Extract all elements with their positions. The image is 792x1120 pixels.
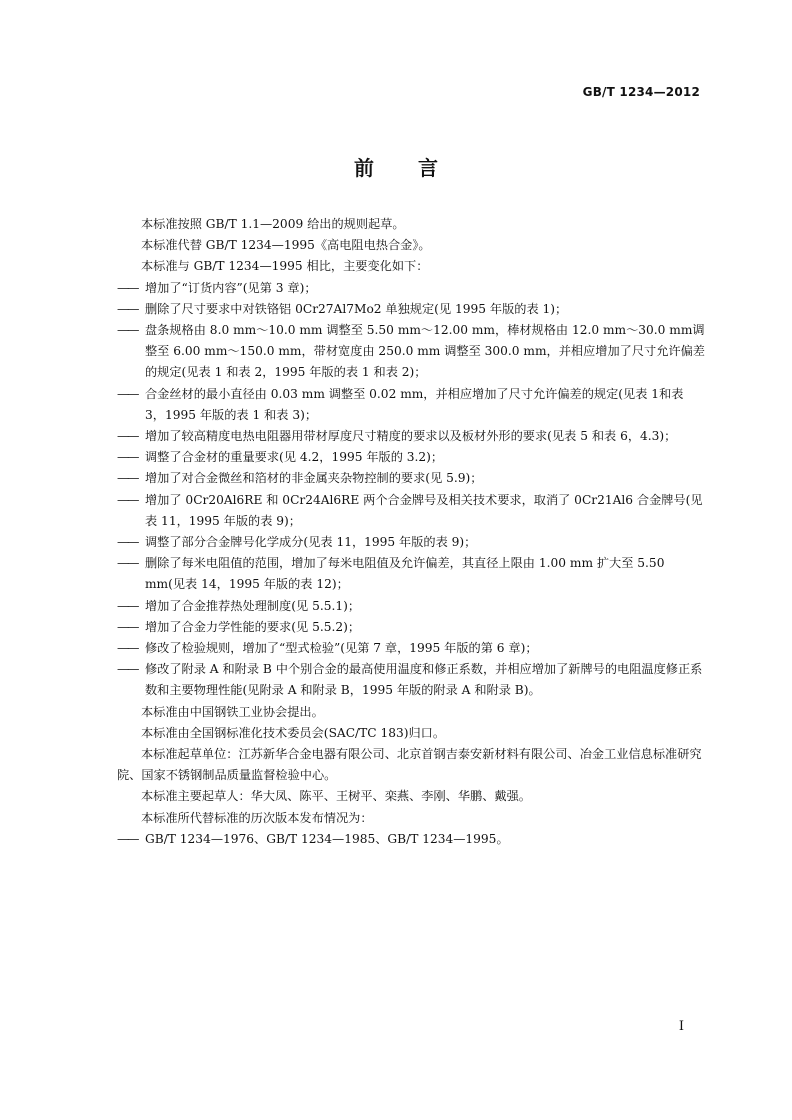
dash-mark: —— bbox=[117, 831, 138, 846]
change-item-text: 调整了合金材的重量要求(见 4.2，1995 年版的 3.2)； bbox=[145, 450, 444, 465]
change-item-text: 删除了每米电阻值的范围，增加了每米电阻值及允许偏差，其直径上限由 1.00 mm 扩大至 5.50 mm(见表 14，1995 年版的表 12)； bbox=[145, 556, 665, 592]
page-title: 前言 bbox=[354, 156, 482, 180]
dash-mark: —— bbox=[117, 641, 138, 656]
closing-paragraph: 本标准所代替标准的历次版本发布情况为： bbox=[141, 810, 373, 825]
change-item bbox=[117, 490, 705, 532]
change-item bbox=[117, 447, 705, 468]
change-item-text: 增加了较高精度电热电阻器用带材厚度尺寸精度的要求以及板材外形的要求(见表 5 和表 6，4.3)； bbox=[145, 429, 677, 444]
closing-paragraph: 本标准起草单位：江苏新华合金电器有限公司、北京首钢吉泰安新材料有限公司、冶金工业信息标准研究院、国家不锈钢制品质量监督检验中心。 bbox=[117, 747, 702, 783]
change-item-text: 调整了部分合金牌号化学成分(见表 11，1995 年版的表 9)； bbox=[145, 535, 477, 550]
closing-paragraph: 本标准由全国钢标准化技术委员会(SAC/TC 183)归口。 bbox=[141, 725, 446, 740]
dash-mark: —— bbox=[117, 280, 138, 295]
change-item-text: 增加了合金推荐热处理制度(见 5.5.1)； bbox=[145, 598, 361, 613]
change-item bbox=[117, 384, 705, 426]
page-number: I bbox=[678, 1019, 684, 1034]
change-item-text: 增加了“订货内容”(见第 3 章)； bbox=[145, 280, 317, 295]
change-item bbox=[117, 596, 705, 617]
change-item bbox=[117, 278, 705, 299]
change-item bbox=[117, 617, 705, 638]
dash-mark: —— bbox=[117, 429, 138, 444]
closing-paragraph: 本标准主要起草人：华大凤、陈平、王树平、栾燕、李刚、华鹏、戴强。 bbox=[141, 789, 531, 804]
dash-mark: —— bbox=[117, 492, 138, 507]
dash-mark: —— bbox=[117, 323, 138, 338]
change-item bbox=[117, 638, 705, 659]
intro-paragraph: 本标准与 GB/T 1234—1995 相比，主要变化如下： bbox=[141, 259, 429, 274]
change-item-text: 修改了附录 A 和附录 B 中个别合金的最高使用温度和修正系数，并相应增加了新牌号的电阻温度修正系数和主要物理性能(见附录 A 和附录 B，1995 年版的附录 A 和附录 B)。 bbox=[145, 662, 703, 698]
change-item bbox=[117, 553, 705, 595]
change-item bbox=[117, 320, 705, 384]
change-item-text: 盘条规格由 8.0 mm～10.0 mm 调整至 5.50 mm～12.00 mm，棒材规格由 12.0 mm～30.0 mm调整至 6.00 mm～150.0 mm，带材宽度由 250.0 mm 调整至 300.0 mm，并相应增加了尺寸允许偏差的规定(见表 1 和表 2，1995 年版的表 1 和表 2)； bbox=[145, 323, 705, 380]
dash-mark: —— bbox=[117, 598, 138, 613]
change-item bbox=[117, 426, 705, 447]
change-item bbox=[117, 299, 705, 320]
intro-paragraph: 本标准代替 GB/T 1234—1995《高电阻电热合金》。 bbox=[141, 238, 431, 253]
intro-paragraph: 本标准按照 GB/T 1.1—2009 给出的规则起草。 bbox=[141, 217, 405, 231]
dash-mark: —— bbox=[117, 662, 138, 677]
dash-mark: —— bbox=[117, 386, 138, 401]
change-item-text: 增加了对合金微丝和箔材的非金属夹杂物控制的要求(见 5.9)； bbox=[145, 471, 483, 486]
change-item bbox=[117, 532, 705, 553]
standard-code: GB/T 1234—2012 bbox=[582, 85, 700, 99]
history-item-text: GB/T 1234—1976、GB/T 1234—1985、GB/T 1234—1995。 bbox=[145, 831, 509, 846]
change-item-text: 增加了合金力学性能的要求(见 5.5.2)； bbox=[145, 619, 361, 634]
dash-mark: —— bbox=[117, 619, 138, 634]
dash-mark: —— bbox=[117, 471, 138, 486]
change-item-text: 合金丝材的最小直径由 0.03 mm 调整至 0.02 mm，并相应增加了尺寸允许偏差的规定(见表 1和表 3，1995 年版的表 1 和表 3)； bbox=[145, 386, 684, 422]
dash-mark: —— bbox=[117, 301, 138, 316]
change-item-text: 修改了检验规则，增加了“型式检验”(见第 7 章，1995 年版的第 6 章)； bbox=[145, 641, 538, 656]
closing-paragraph: 本标准由中国钢铁工业协会提出。 bbox=[141, 704, 324, 719]
change-item bbox=[117, 659, 705, 701]
dash-mark: —— bbox=[117, 450, 138, 465]
change-item bbox=[117, 468, 705, 489]
history-item bbox=[117, 829, 705, 850]
dash-mark: —— bbox=[117, 535, 138, 550]
change-item-text: 删除了尺寸要求中对铁铬铝 0Cr27Al7Mo2 单独规定(见 1995 年版的表 1)； bbox=[145, 301, 568, 316]
document-body bbox=[117, 214, 705, 850]
change-item-text: 增加了 0Cr20Al6RE 和 0Cr24Al6RE 两个合金牌号及相关技术要求，取消了 0Cr21Al6 合金牌号(见表 11，1995 年版的表 9)； bbox=[145, 492, 703, 528]
dash-mark: —— bbox=[117, 556, 138, 571]
